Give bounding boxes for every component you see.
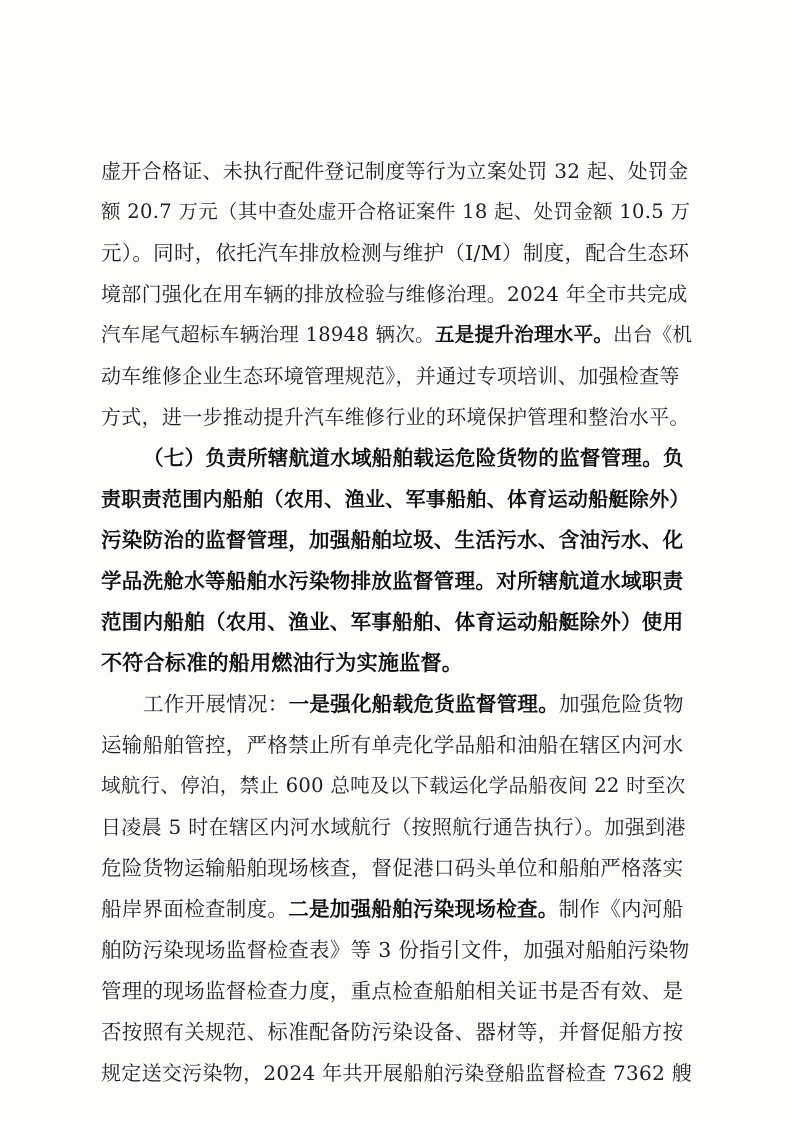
text-line xyxy=(101,855,693,881)
text-span: 危险货物运输船舶现场核查，督促港口码头单位和船舶严格落实 xyxy=(101,856,684,880)
text-line xyxy=(101,158,693,184)
text-span: 境部门强化在用车辆的排放检验与维修治理。2024 年全市共完成 xyxy=(101,282,688,306)
text-span: 制作《内河船 xyxy=(558,897,684,921)
text-span: 动车维修企业生态环境管理规范》，并通过专项培训、加强检查等 xyxy=(101,364,680,388)
text-span: 虚开合格证、未执行配件登记制度等行为立案处罚 32 起、处罚金 xyxy=(101,159,689,183)
bold-heading-span: 一是强化船载危货监督管理。 xyxy=(288,692,560,716)
text-span: 污染防治的监督管理，加强船舶垃圾、生活污水、含油污水、化 xyxy=(101,528,684,552)
text-span: 方式，进一步推动提升汽车维修行业的环境保护管理和整治水平。 xyxy=(101,405,690,429)
text-line xyxy=(101,404,693,430)
text-span: 日凌晨 5 时在辖区内河水域航行（按照航行通告执行）。加强到港 xyxy=(101,815,686,839)
text-line xyxy=(143,691,693,717)
text-span: 否按照有关规范、标准配备防污染设备、器材等，并督促船方按 xyxy=(101,1020,684,1044)
section-heading-line xyxy=(101,650,693,676)
text-span: 元）。同时，依托汽车排放检测与维护（I/M）制度，配合生态环 xyxy=(101,241,690,265)
text-line xyxy=(101,363,693,389)
text-line xyxy=(101,199,693,225)
text-line xyxy=(101,814,693,840)
text-line xyxy=(101,281,693,307)
bold-heading-span: 二是加强船舶污染现场检查。 xyxy=(288,897,559,921)
text-span: 范围内船舶（农用、渔业、军事船舶、体育运动船艇除外）使用 xyxy=(101,610,684,634)
text-line xyxy=(101,1060,693,1086)
text-line xyxy=(101,937,693,963)
text-line xyxy=(101,240,693,266)
text-line xyxy=(101,773,693,799)
text-span: 域航行、停泊，禁止 600 总吨及以下载运化学品船夜间 22 时至次 xyxy=(101,774,686,797)
text-line xyxy=(101,896,693,922)
text-line xyxy=(101,1019,693,1045)
text-span: 汽车尾气超标车辆治理 18948 辆次。 xyxy=(101,323,435,346)
text-span: 额 20.7 万元（其中查处虚开合格证案件 18 起、处罚金额 10.5 万 xyxy=(101,200,691,223)
text-span: 工作开展情况： xyxy=(143,692,289,716)
bold-heading-span: 五是提升治理水平。 xyxy=(434,323,614,346)
text-span: 学品洗舱水等船舶水污染物排放监督管理。对所辖航道水域职责 xyxy=(101,569,684,593)
text-line xyxy=(101,732,693,758)
text-span: 管理的现场监督检查力度，重点检查船舶相关证书是否有效、是 xyxy=(101,979,684,1003)
section-heading-line xyxy=(101,486,693,512)
text-span: 不符合标准的船用燃油行为实施监督。 xyxy=(101,650,464,675)
section-heading-line xyxy=(101,568,693,594)
text-span: 出台《机 xyxy=(613,323,693,346)
text-line xyxy=(101,978,693,1004)
text-span: 责职责范围内船舶（农用、渔业、军事船舶、体育运动船艇除外） xyxy=(101,487,690,511)
section-heading-line xyxy=(101,527,693,553)
text-span: 加强危险货物 xyxy=(559,692,684,716)
text-span: 船岸界面检查制度。 xyxy=(101,897,289,921)
text-line xyxy=(101,322,693,348)
section-heading-line xyxy=(143,445,693,471)
section-heading-line xyxy=(101,609,693,635)
text-span: 运输船舶管控，严格禁止所有单壳化学品船和油船在辖区内河水 xyxy=(101,733,684,757)
text-span: （七）负责所辖航道水域船舶载运危险货物的监督管理。负 xyxy=(143,446,684,470)
text-span: 舶防污染现场监督检查表》等 3 份指引文件，加强对船舶污染物 xyxy=(101,938,690,962)
text-span: 规定送交污染物，2024 年共开展船舶污染登船监督检查 7362 艘 xyxy=(101,1061,693,1085)
